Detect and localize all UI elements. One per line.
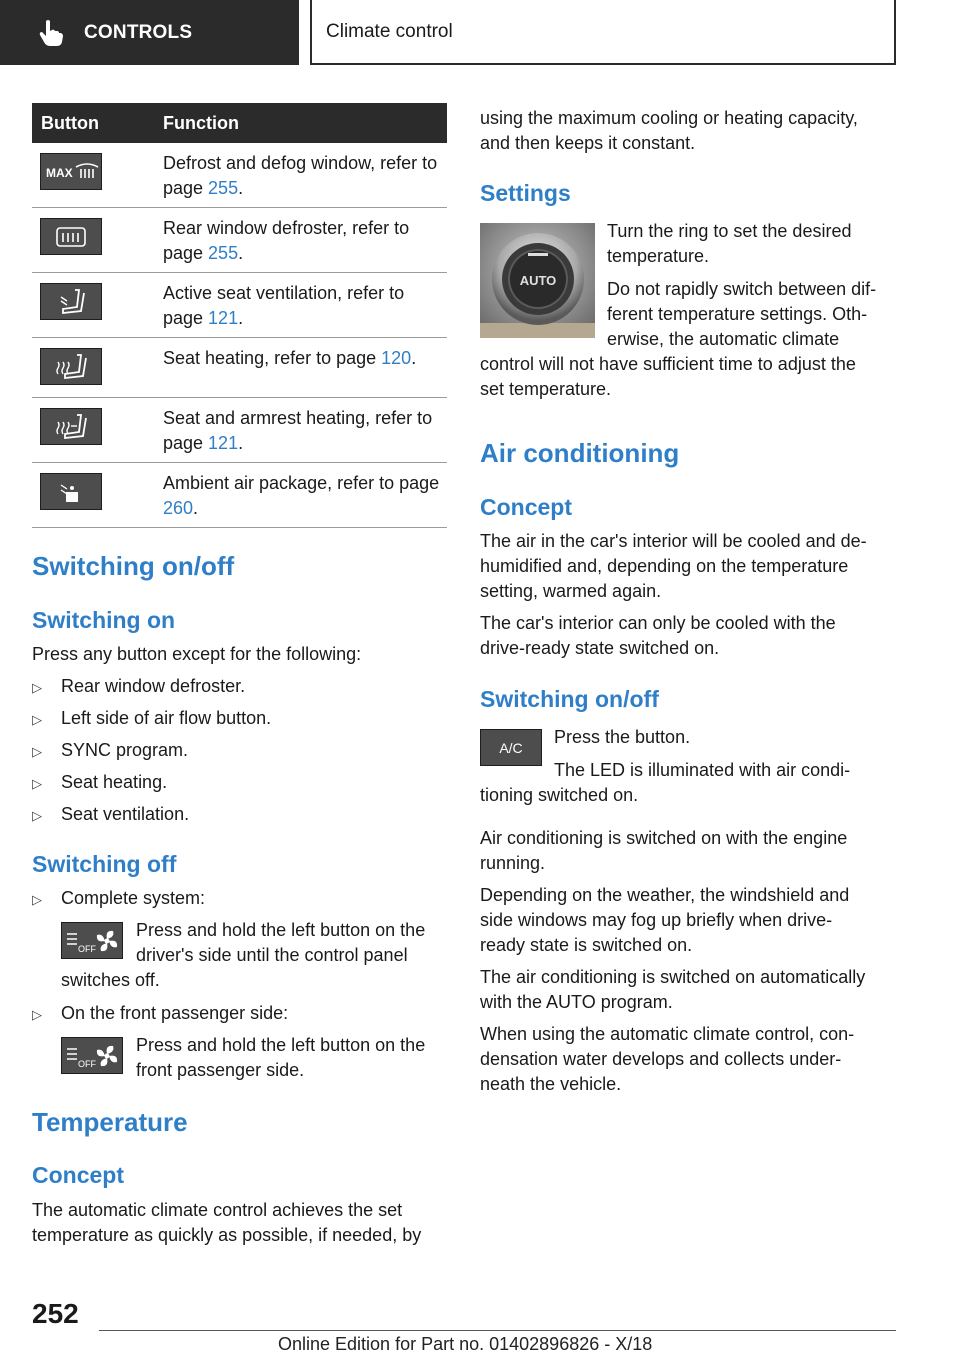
page-link[interactable]: 255 (208, 243, 239, 263)
row-end: . (238, 243, 244, 263)
paragraph: densation water develops and collects under- (480, 1049, 842, 1069)
temperature-knob-image (480, 223, 595, 338)
heading-air-conditioning: Air conditioning (480, 438, 680, 468)
list-item (32, 738, 188, 764)
paragraph: temperature as quickly as possible, if needed, by (32, 1225, 422, 1245)
paragraph: The automatic climate control achieves the set (32, 1200, 403, 1220)
list-item (32, 770, 167, 796)
paragraph: front passenger side. (136, 1060, 305, 1080)
section-title: CONTROLS (84, 21, 193, 43)
svg-text:OFF: OFF (78, 943, 96, 954)
knob-label: AUTO (519, 273, 557, 288)
rear-defroster-icon (40, 218, 102, 255)
ac-button-icon (480, 729, 542, 766)
triangle-bullet-icon: ▷ (32, 808, 42, 823)
hand-pointer-icon (38, 19, 64, 47)
chapter-header (310, 0, 896, 65)
paragraph: The LED is illuminated with air condi- (554, 760, 851, 780)
list-item-text: Seat ventilation. (61, 804, 190, 824)
table-row (32, 143, 447, 208)
seat-heating-icon (40, 348, 102, 385)
paragraph: Do not rapidly switch between dif- (607, 279, 877, 299)
chapter-title: Climate control (326, 20, 453, 42)
paragraph: Press and hold the left button on the (136, 920, 426, 940)
footer-divider (99, 1330, 896, 1331)
paragraph: with the AUTO program. (480, 992, 673, 1012)
table-row (32, 208, 447, 273)
paragraph: Press and hold the left button on the (136, 1035, 426, 1055)
table-row (32, 463, 447, 528)
row-text: Ambient air package, refer to page (163, 473, 440, 493)
header-function: Function (163, 112, 239, 133)
svg-text:MAX: MAX (46, 165, 73, 180)
paragraph: Press the button. (554, 727, 691, 747)
table-row (32, 338, 447, 398)
paragraph: neath the vehicle. (480, 1074, 622, 1094)
fan-off-icon (61, 1037, 123, 1074)
heading-switching-off: Switching off (32, 851, 177, 877)
row-text: Seat heating, refer to page (163, 348, 382, 368)
section-tab (0, 0, 299, 65)
paragraph: Turn the ring to set the desired (607, 221, 852, 241)
page-link[interactable]: 120 (381, 348, 412, 368)
paragraph: Press any button except for the following: (32, 644, 362, 664)
paragraph: ferent temperature settings. Oth- (607, 304, 868, 324)
heading-concept: Concept (32, 1162, 124, 1188)
heading-switching-onoff: Switching on/off (32, 551, 235, 581)
list-item-text: SYNC program. (61, 740, 189, 760)
paragraph: switches off. (61, 970, 160, 990)
paragraph: tioning switched on. (480, 785, 639, 805)
paragraph: The air in the car's interior will be cooled and de- (480, 531, 867, 551)
paragraph: erwise, the automatic climate (607, 329, 840, 349)
paragraph: driver's side until the control panel (136, 945, 408, 965)
paragraph: running. (480, 853, 546, 873)
row-end: . (411, 348, 417, 368)
row-text: Defrost and defog window, refer to page (163, 153, 438, 198)
list-item-text: Seat heating. (61, 772, 168, 792)
list-item (32, 706, 271, 732)
paragraph: ready state is switched on. (480, 935, 693, 955)
heading-settings: Settings (480, 180, 571, 206)
page-link[interactable]: 121 (208, 433, 239, 453)
list-item-text: On the front passenger side: (61, 1003, 289, 1023)
heading-concept: Concept (480, 494, 572, 520)
paragraph: side windows may fog up briefly when drive- (480, 910, 833, 930)
row-text: Rear window defroster, refer to page (163, 218, 410, 263)
row-end: . (193, 498, 199, 518)
page-number: 252 (32, 1298, 79, 1329)
heading-temperature: Temperature (32, 1107, 188, 1137)
heading-switching-on: Switching on (32, 607, 176, 633)
table-row (32, 273, 447, 338)
max-defrost-icon (40, 153, 102, 190)
paragraph: The air conditioning is switched on automatically (480, 967, 866, 987)
row-end: . (238, 178, 244, 198)
header-button: Button (41, 112, 99, 133)
button-function-table (32, 103, 447, 528)
paragraph: When using the automatic climate control, con- (480, 1024, 855, 1044)
ambient-air-icon (40, 473, 102, 510)
paragraph: The car's interior can only be cooled with the (480, 613, 836, 633)
triangle-bullet-icon: ▷ (32, 776, 42, 791)
page-link[interactable]: 260 (163, 498, 194, 518)
paragraph: drive-ready state switched on. (480, 638, 720, 658)
fan-off-icon (61, 922, 123, 959)
triangle-bullet-icon: ▷ (32, 712, 42, 727)
page-link[interactable]: 255 (208, 178, 239, 198)
ac-button-label: A/C (499, 739, 523, 756)
paragraph: Air conditioning is switched on with the engine (480, 828, 848, 848)
row-end: . (238, 433, 244, 453)
paragraph: control will not have sufficient time to adjust the (480, 354, 856, 374)
paragraph: humidified and, depending on the temperature (480, 556, 849, 576)
list-item (32, 1001, 288, 1027)
paragraph: setting, warmed again. (480, 581, 662, 601)
row-text: Active seat ventilation, refer to page (163, 283, 405, 328)
list-item (32, 886, 205, 912)
table-header (32, 103, 447, 143)
list-item (32, 802, 189, 828)
list-item-text: Rear window defroster. (61, 676, 246, 696)
seat-ventilation-icon (40, 283, 102, 320)
paragraph: using the maximum cooling or heating capacity, (480, 108, 858, 128)
list-item-text: Left side of air flow button. (61, 708, 272, 728)
list-item (32, 674, 245, 700)
page-link[interactable]: 121 (208, 308, 239, 328)
seat-armrest-heating-icon (40, 408, 102, 445)
triangle-bullet-icon: ▷ (32, 744, 42, 759)
paragraph: and then keeps it constant. (480, 133, 696, 153)
list-item-text: Complete system: (61, 888, 206, 908)
triangle-bullet-icon: ▷ (32, 680, 42, 695)
triangle-bullet-icon: ▷ (32, 892, 42, 907)
row-text: Seat and armrest heating, refer to page (163, 408, 433, 453)
paragraph: set temperature. (480, 379, 612, 399)
edition-note: Online Edition for Part no. 01402896826 - X/18 (278, 1334, 653, 1354)
svg-text:OFF: OFF (78, 1058, 96, 1069)
row-end: . (238, 308, 244, 328)
table-row (32, 398, 447, 463)
heading-switching-onoff: Switching on/off (480, 686, 659, 712)
triangle-bullet-icon: ▷ (32, 1007, 42, 1022)
paragraph: temperature. (607, 246, 710, 266)
paragraph: Depending on the weather, the windshield and (480, 885, 850, 905)
